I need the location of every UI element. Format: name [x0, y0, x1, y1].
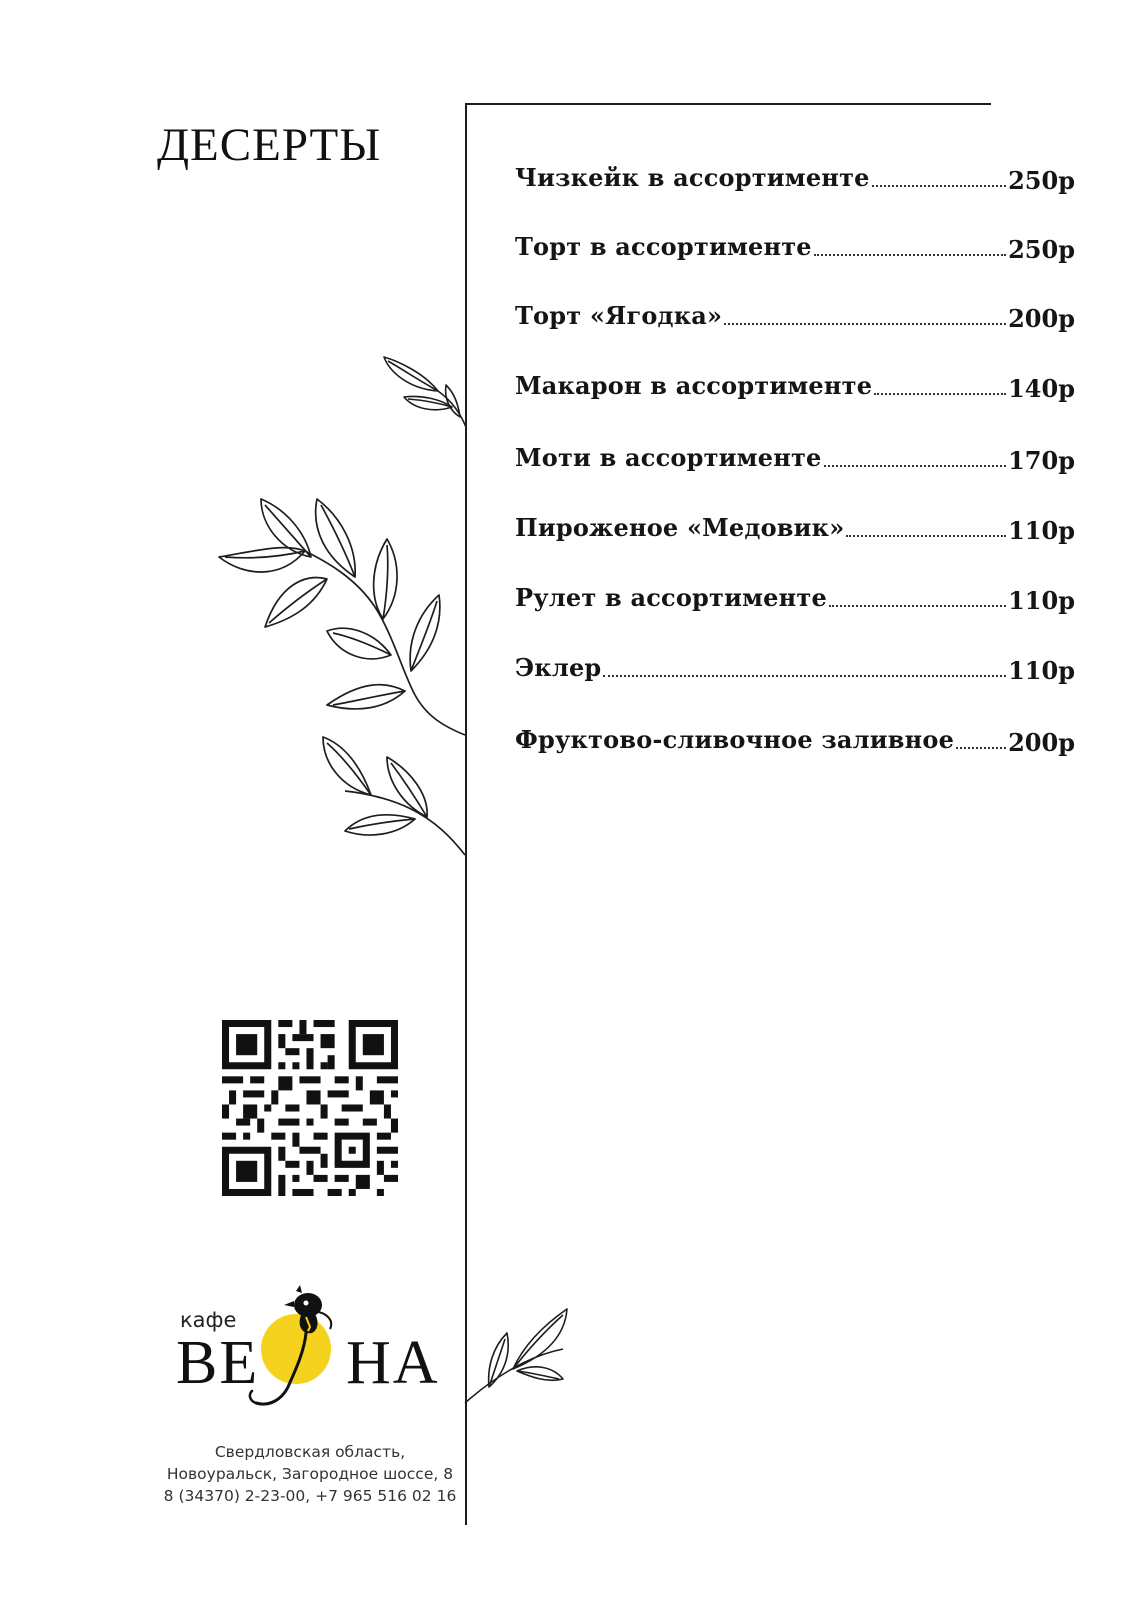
logo-word-left: ВЕ — [176, 1329, 260, 1397]
menu-item — [515, 570, 1075, 615]
menu-item — [515, 288, 1075, 333]
dot-leader — [814, 254, 1006, 256]
item-price: 140р — [1008, 374, 1075, 403]
logo-word-right: НА — [346, 1329, 440, 1397]
top-divider — [465, 103, 991, 105]
menu-item — [515, 712, 1075, 757]
item-price: 250р — [1008, 235, 1075, 264]
item-name: Торт «Ягодка» — [515, 301, 723, 330]
dot-leader — [724, 323, 1006, 325]
menu-item — [515, 219, 1075, 264]
menu-item — [515, 150, 1075, 195]
logo-prefix: кафе — [180, 1308, 237, 1332]
dot-leader — [872, 185, 1006, 187]
item-price: 170р — [1008, 446, 1075, 475]
leaf-sprig-small-icon — [380, 355, 470, 435]
item-price: 110р — [1008, 516, 1075, 545]
dot-leader — [603, 675, 1006, 677]
dot-leader — [824, 465, 1007, 467]
item-name: Пироженое «Медовик» — [515, 513, 845, 542]
dot-leader — [829, 605, 1006, 607]
menu-item — [515, 500, 1075, 545]
address-block — [160, 1441, 460, 1507]
qr-code-icon — [222, 1020, 398, 1196]
bird-icon — [236, 1283, 346, 1411]
menu-item — [515, 640, 1075, 685]
item-name: Чизкейк в ассортименте — [515, 163, 870, 192]
menu-item — [515, 430, 1075, 475]
dot-leader — [874, 393, 1006, 395]
address-line-phones: 8 (34370) 2-23-00, +7 965 516 02 16 — [163, 1487, 457, 1505]
item-name: Рулет в ассортименте — [515, 583, 827, 612]
address-line-region: Свердловская область, — [214, 1443, 406, 1461]
dot-leader — [846, 535, 1006, 537]
item-price: 110р — [1008, 656, 1075, 685]
item-name: Эклер — [515, 653, 602, 682]
item-name: Фруктово-сливочное заливное — [515, 725, 955, 754]
cafe-logo — [176, 1283, 446, 1423]
leaf-branch-icon — [215, 495, 470, 865]
section-title: ДЕСЕРТЫ — [157, 119, 382, 171]
menu-item — [515, 358, 1075, 403]
item-name: Моти в ассортименте — [515, 443, 822, 472]
item-price: 250р — [1008, 166, 1075, 195]
address-line-street: Новоуральск, Загородное шоссе, 8 — [166, 1465, 454, 1483]
leaf-sprig-bottom-icon — [463, 1307, 573, 1407]
item-price: 200р — [1008, 304, 1075, 333]
item-name: Макарон в ассортименте — [515, 371, 873, 400]
item-name: Торт в ассортименте — [515, 232, 812, 261]
dot-leader — [956, 747, 1006, 749]
item-price: 200р — [1008, 728, 1075, 757]
item-price: 110р — [1008, 586, 1075, 615]
